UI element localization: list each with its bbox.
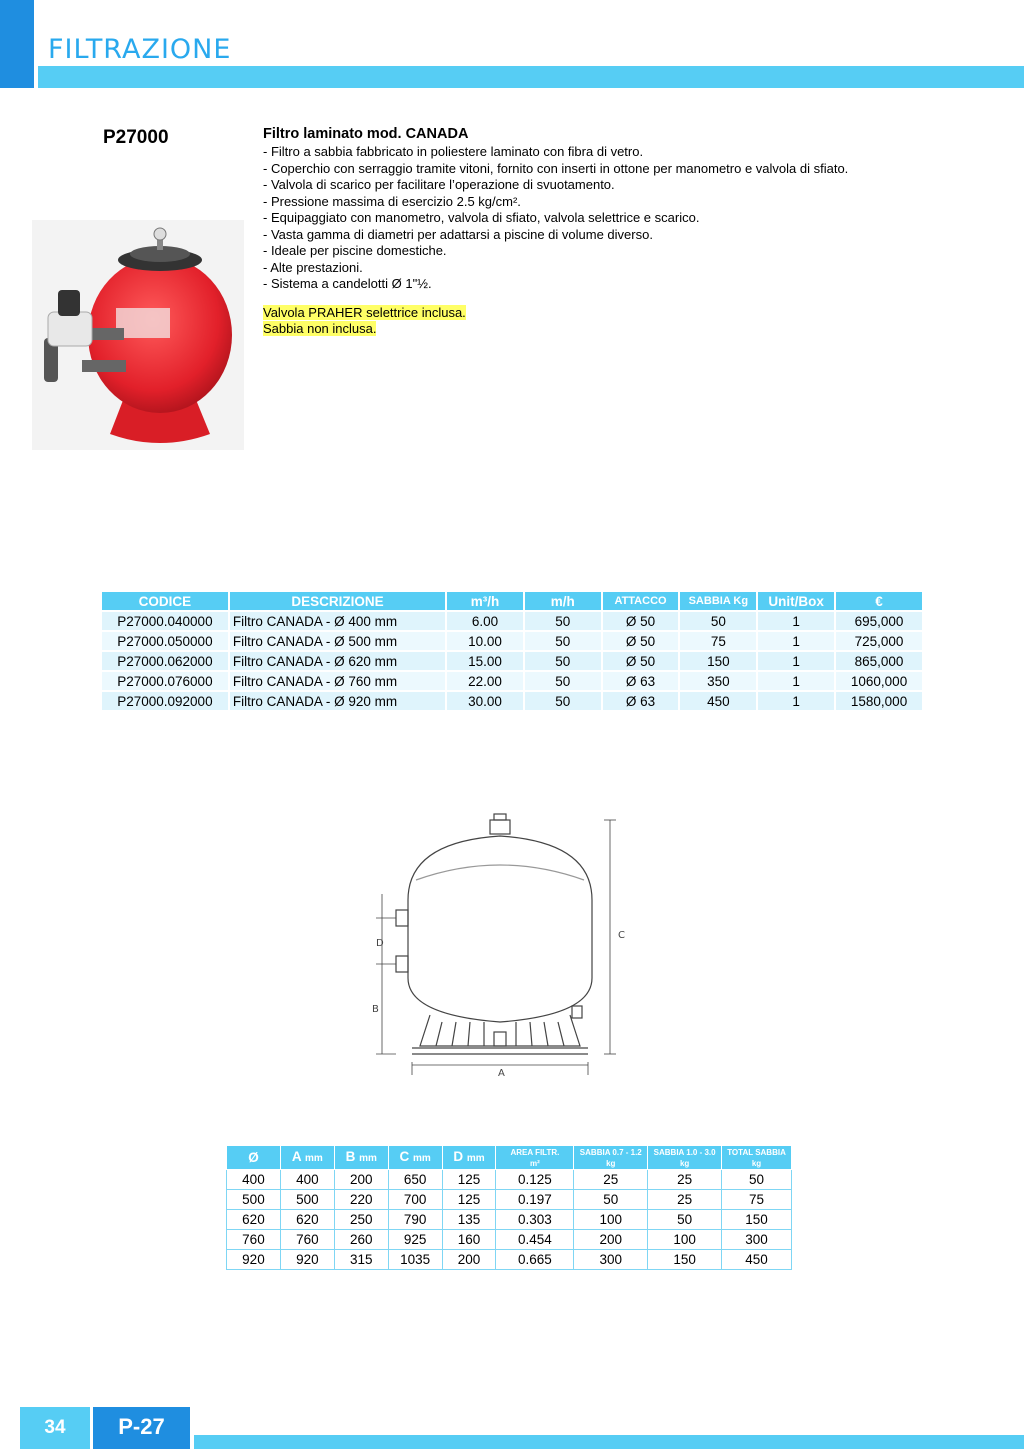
col-header-unit: m² [530,1158,540,1168]
label-c: C [618,930,625,941]
col-header-main: Ø [248,1150,259,1165]
table-cell: 50 [722,1170,792,1190]
label-d: D [376,938,384,949]
cell-price: 1580,000 [835,691,923,711]
feature-list [263,144,963,293]
note-valve: Valvola PRAHER selettrice inclusa. [263,304,466,320]
table-cell: 0.665 [496,1250,574,1270]
dimension-drawing [360,810,640,1085]
table-row [101,651,923,671]
price-table [100,590,924,712]
table-row [101,671,923,691]
dimensions-table [226,1145,792,1270]
cell-price: 865,000 [835,651,923,671]
cell-flow: 22.00 [446,671,524,691]
feature-item: - Alte prestazioni. [263,259,363,275]
col-header [227,1146,281,1170]
label-b: B [372,1004,379,1015]
cell-sand: 50 [679,611,757,631]
page-title: FILTRAZIONE [48,34,232,65]
feature-item: - Filtro a sabbia fabbricato in poliestere laminato con fibra di vetro. [263,144,644,159]
col-header [574,1146,648,1170]
table-cell: 0.197 [496,1190,574,1210]
table-cell: 100 [648,1230,722,1250]
table-cell: 250 [334,1210,388,1230]
feature-item: - Ideale per piscine domestiche. [263,243,447,258]
table-cell: 25 [574,1170,648,1190]
table-cell: 920 [280,1250,334,1270]
table-cell: 700 [388,1190,442,1210]
table-cell: 200 [334,1170,388,1190]
cell-unit-box: 1 [757,611,835,631]
cell-connection: Ø 63 [602,691,680,711]
col-header-unit: mm [466,1153,485,1164]
cell-sand: 75 [679,631,757,651]
col-header: m³/h [446,591,524,611]
table-cell: 150 [648,1250,722,1270]
col-header [388,1146,442,1170]
table-cell: 620 [227,1210,281,1230]
cell-sand: 150 [679,651,757,671]
col-header-unit: kg [679,1158,690,1168]
col-header: ATTACCO [602,591,680,611]
table-cell: 220 [334,1190,388,1210]
cell-code: P27000.050000 [101,631,229,651]
feature-item: - Equipaggiato con manometro, valvola di sfiato, valvola selettrice e scarico. [263,210,700,225]
cell-description: Filtro CANADA - Ø 920 mm [229,691,446,711]
cell-sand: 450 [679,691,757,711]
feature-item: - Vasta gamma di diametri per adattarsi a piscine di volume diverso. [263,226,653,242]
feature-item: - Pressione massima di esercizio 2.5 kg/cm². [263,193,521,209]
table-cell: 790 [388,1210,442,1230]
cell-speed: 50 [524,651,602,671]
cell-speed: 50 [524,631,602,651]
page-reference: P-27 [93,1407,190,1449]
cell-code: P27000.040000 [101,611,229,631]
table-row [227,1170,792,1190]
header-band [38,66,1024,88]
cell-speed: 50 [524,671,602,691]
table-cell: 925 [388,1230,442,1250]
table-cell: 400 [280,1170,334,1190]
cell-description: Filtro CANADA - Ø 400 mm [229,611,446,631]
table-row [227,1250,792,1270]
table-cell: 0.454 [496,1230,574,1250]
table-cell: 25 [648,1170,722,1190]
table-cell: 160 [442,1230,496,1250]
table-cell: 760 [280,1230,334,1250]
table-cell: 500 [280,1190,334,1210]
table-header-row [227,1146,792,1170]
col-header [648,1146,722,1170]
product-title: Filtro laminato mod. CANADA [263,126,469,142]
cell-unit-box: 1 [757,631,835,651]
product-description [263,126,963,338]
table-cell: 260 [334,1230,388,1250]
table-row [227,1190,792,1210]
col-header-unit: kg [606,1158,616,1168]
col-header: Unit/Box [757,591,835,611]
cell-price: 725,000 [835,631,923,651]
col-header: SABBIA Kg [679,591,757,611]
cell-connection: Ø 50 [602,631,680,651]
cell-speed: 50 [524,691,602,711]
note-sand: Sabbia non inclusa. [263,321,377,336]
cell-connection: Ø 63 [602,671,680,691]
cell-sand: 350 [679,671,757,691]
col-header-main: C [399,1149,410,1164]
table-row [227,1230,792,1250]
cell-description: Filtro CANADA - Ø 760 mm [229,671,446,691]
table-row [227,1210,792,1230]
table-cell: 620 [280,1210,334,1230]
col-header-main: D [453,1149,464,1164]
table-cell: 50 [648,1210,722,1230]
table-cell: 1035 [388,1250,442,1270]
table-cell: 315 [334,1250,388,1270]
table-cell: 920 [227,1250,281,1270]
table-cell: 135 [442,1210,496,1230]
feature-item: - Valvola di scarico per facilitare l’operazione di svuotamento. [263,177,615,192]
col-header-unit: kg [751,1158,762,1168]
table-cell: 650 [388,1170,442,1190]
col-header [442,1146,496,1170]
col-header [334,1146,388,1170]
cell-flow: 10.00 [446,631,524,651]
table-cell: 25 [648,1190,722,1210]
col-header-unit: mm [412,1153,431,1164]
cell-code: P27000.092000 [101,691,229,711]
table-cell: 200 [574,1230,648,1250]
footer-band [194,1435,1024,1449]
table-cell: 50 [574,1190,648,1210]
table-cell: 125 [442,1190,496,1210]
table-cell: 0.303 [496,1210,574,1230]
table-cell: 100 [574,1210,648,1230]
col-header-main: AREA FILTR. [510,1147,560,1157]
col-header [722,1146,792,1170]
table-row [101,611,923,631]
feature-item: - Sistema a candelotti Ø 1"½. [263,276,432,291]
cell-code: P27000.076000 [101,671,229,691]
table-header-row [101,591,923,611]
header-side-bar [0,0,34,88]
table-cell: 200 [442,1250,496,1270]
cell-description: Filtro CANADA - Ø 500 mm [229,631,446,651]
table-cell: 125 [442,1170,496,1190]
col-header: m/h [524,591,602,611]
col-header-main: SABBIA 1.0 - 3.0 [653,1147,716,1157]
sand-filter-illustration [32,220,244,450]
col-header [496,1146,574,1170]
table-cell: 0.125 [496,1170,574,1190]
cell-flow: 6.00 [446,611,524,631]
cell-unit-box: 1 [757,651,835,671]
table-cell: 75 [722,1190,792,1210]
col-header-main: SABBIA 0.7 - 1.2 [579,1147,642,1157]
cell-flow: 15.00 [446,651,524,671]
col-header: DESCRIZIONE [229,591,446,611]
filter-technical-drawing [360,810,640,1085]
cell-unit-box: 1 [757,691,835,711]
table-cell: 300 [722,1230,792,1250]
cell-speed: 50 [524,611,602,631]
product-notes [263,305,963,338]
cell-connection: Ø 50 [602,651,680,671]
table-cell: 450 [722,1250,792,1270]
col-header-main: B [345,1149,356,1164]
cell-unit-box: 1 [757,671,835,691]
table-row [101,631,923,651]
col-header [280,1146,334,1170]
table-cell: 400 [227,1170,281,1190]
table-cell: 150 [722,1210,792,1230]
cell-price: 695,000 [835,611,923,631]
label-a: A [498,1068,505,1079]
cell-code: P27000.062000 [101,651,229,671]
col-header-unit: mm [359,1153,377,1164]
table-cell: 760 [227,1230,281,1250]
col-header: € [835,591,923,611]
col-header-unit: mm [304,1153,323,1164]
table-cell: 500 [227,1190,281,1210]
cell-price: 1060,000 [835,671,923,691]
feature-item: - Coperchio con serraggio tramite vitoni, fornito con inserti in ottone per manometro e valvola di sfiato. [263,160,849,176]
col-header-main: A [291,1149,302,1164]
col-header-main: TOTAL SABBIA [727,1147,786,1157]
cell-connection: Ø 50 [602,611,680,631]
product-code: P27000 [103,127,169,148]
table-row [101,691,923,711]
table-cell: 300 [574,1250,648,1270]
product-image [32,220,244,450]
cell-flow: 30.00 [446,691,524,711]
col-header: CODICE [101,591,229,611]
page-number: 34 [20,1407,90,1449]
cell-description: Filtro CANADA - Ø 620 mm [229,651,446,671]
